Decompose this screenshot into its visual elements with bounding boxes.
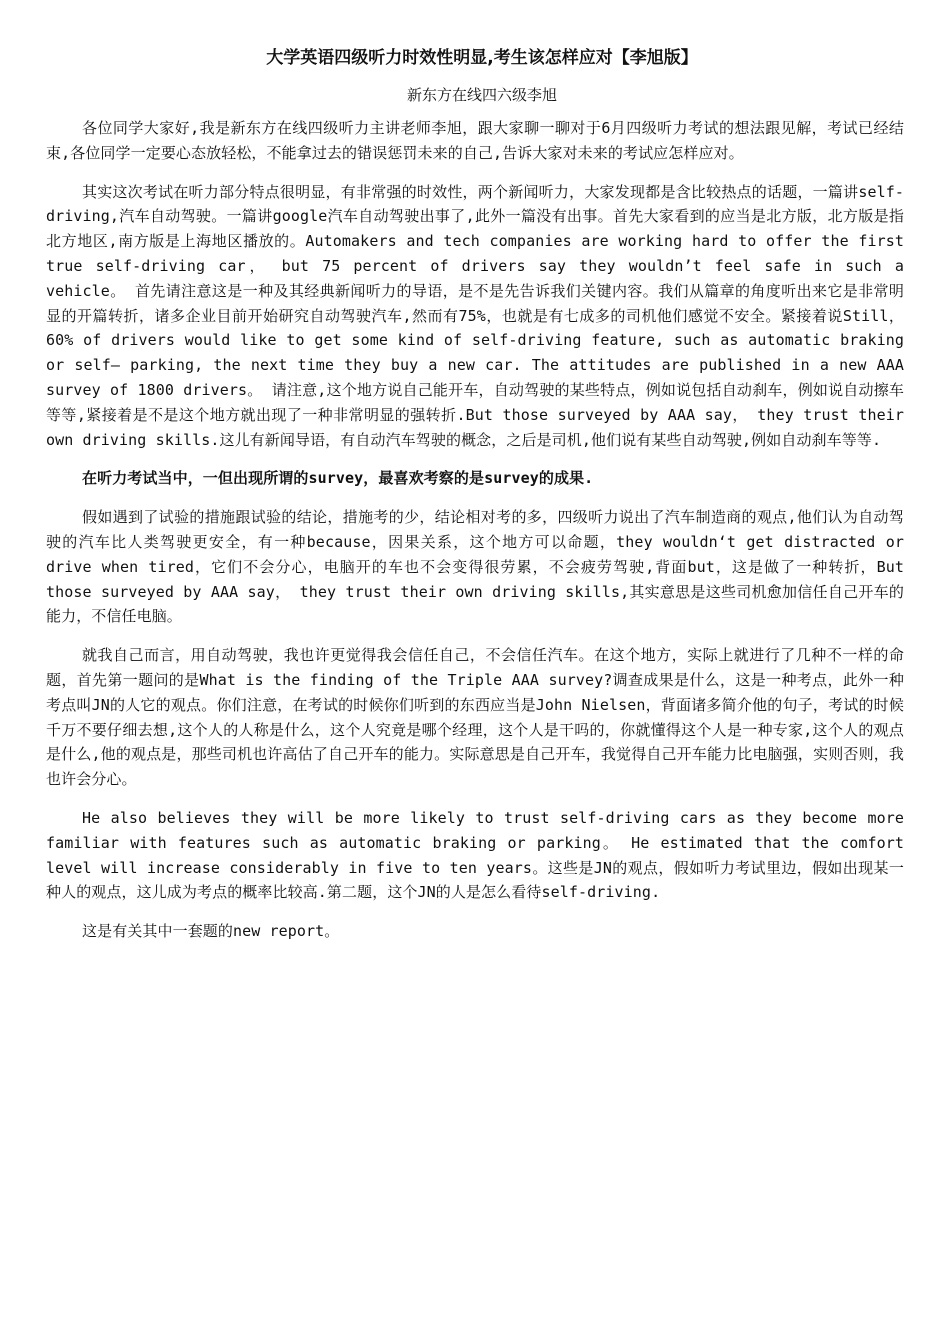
paragraph-automaker-view: 假如遇到了试验的措施跟试验的结论，措施考的少，结论相对考的多，四级听力说出了汽车制造商的观点,他们认为自动驾驶的汽车比人类驾驶更安全，有一种because，因果关系，这个地方可以命题，they wouldn‘t get distracted or drive when tired，它们不会分心，电脑开的车也不会变得很劳累，不会疲劳驾驶,背面but，这是做了一种转折，But those surveyed by AAA say， they trust their own driving skills,其实意思是这些司机愈加信任自己开车的能力，不信任电脑。 <box>46 508 904 626</box>
paragraph-exam-features: 其实这次考试在听力部分特点很明显，有非常强的时效性，两个新闻听力，大家发现都是含比较热点的话题，一篇讲self-driving,汽车自动驾驶。一篇讲google汽车自动驾驶出事了,此外一篇没有出事。首先大家看到的应当是北方版，北方版是指北方地区,南方版是上海地区播放的。Automakers and tech companies are working hard to offer the first true self-driving car， but 75 percent of drivers say they wouldn’t feel safe in such a vehicle。 首先请注意这是一种及其经典新闻听力的导语，是不是先告诉我们关键内容。我们从篇章的角度听出来它是非常明显的开篇转折，诸多企业目前开始研究自动驾驶汽车,然而有75%，也就是有七成多的司机他们感觉不安全。紧接着说Still， 60% of drivers would like to get some kind of self-driving feature, such as automatic braking or self— parking, the next time they buy a new car. The attitudes are published in a new AAA survey of 1800 drivers。 请注意,这个地方说自己能开车，自动驾驶的某些特点，例如说包括自动刹车，例如说自动擦车等等,紧接着是不是这个地方就出现了一种非常明显的强转折.But those surveyed by AAA say， they trust their own driving skills.这儿有新闻导语，有自动汽车驾驶的概念，之后是司机,他们说有某些自动驾驶,例如自动刹车等等. <box>46 182 904 449</box>
document-page <box>46 46 904 958</box>
paragraph-survey-highlight: 在听力考试当中，一但出现所谓的survey，最喜欢考察的是survey的成果. <box>82 469 594 488</box>
paragraph-closing: 这是有关其中一套题的new report。 <box>82 922 340 941</box>
paragraph-jn-view: He also believes they will be more likely to trust self-driving cars as they become more familiar with features such as automatic braking or parking。 He estimated that the comfort level will increase considerably in five to ten years。这些是JN的观点，假如听力考试里边，假如出现某一种人的观点，这儿成为考点的概率比较高.第二题，这个JN的人是怎么看待self-driving. <box>46 808 904 902</box>
document-title: 大学英语四级听力时效性明显,考生该怎样应对【李旭版】 <box>266 48 698 68</box>
document-author: 新东方在线四六级李旭 <box>406 86 557 104</box>
paragraph-intro: 各位同学大家好,我是新东方在线四级听力主讲老师李旭，跟大家聊一聊对于6月四级听力考试的想法跟见解，考试已经结束,各位同学一定要心态放轻松，不能拿过去的错误惩罚未来的自己,告诉大家对未来的考试应怎样应对。 <box>46 119 904 162</box>
paragraph-personal-view: 就我自己而言，用自动驾驶，我也许更觉得我会信任自己，不会信任汽车。在这个地方，实际上就进行了几种不一样的命题，首先第一题问的是What is the finding of the Triple AAA survey?调查成果是什么，这是一种考点，此外一种考点叫JN的人它的观点。你们注意，在考试的时候你们听到的东西应当是John Nielsen，背面诸多简介他的句子，考试的时候千万不要仔细去想,这个人的人称是什么，这个人究竟是哪个经理，这个人是干吗的，你就懂得这个人是一种专家,这个人的观点是什么,他的观点是，那些司机也许高估了自己开车的能力。实际意思是自己开车，我觉得自己开车能力比电脑强，实则否则，我也许会分心。 <box>46 646 904 789</box>
